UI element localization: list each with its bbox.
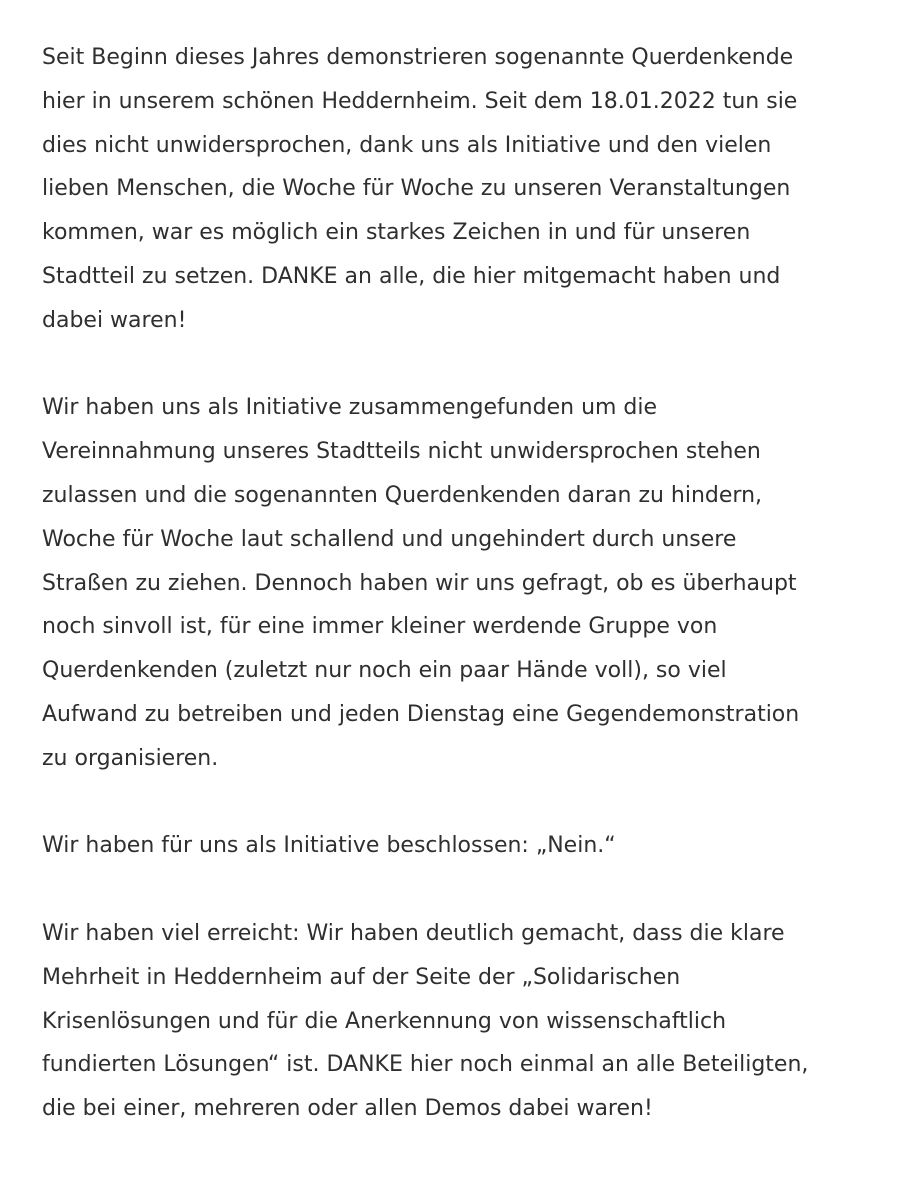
text-line: Seit Beginn dieses Jahres demonstrieren sogenannte Querdenkende [42,45,794,70]
text-line: dies nicht unwidersprochen, dank uns als Initiative und den vielen [42,132,772,158]
text-line: dabei waren! [42,307,187,333]
text-line: fundierten Lösungen“ ist. DANKE hier noch einmal an alle Beteiligten, [42,1052,809,1078]
paragraph-2 [42,386,872,780]
text-line: lieben Menschen, die Woche für Woche zu unseren Veranstaltungen [42,176,791,202]
text-line: zu organisieren. [42,745,219,771]
text-line: Wir haben viel erreicht: Wir haben deutlich gemacht, dass die klare [42,920,785,946]
text-line: Mehrheit in Heddernheim auf der Seite der „Solidarischen [42,964,681,990]
text-line: Querdenkenden (zuletzt nur noch ein paar Hände voll), so viel [42,658,727,684]
text-line: Stadtteil zu setzen. DANKE an alle, die hier mitgemacht haben und [42,263,781,289]
paragraph-3 [42,824,872,868]
text-line: Wir haben uns als Initiative zusammengefunden um die [42,395,658,421]
text-line: Aufwand zu betreiben und jeden Dienstag eine Gegendemonstration [42,701,800,727]
text-line: kommen, war es möglich ein starkes Zeichen in und für unseren [42,220,751,246]
text-line: Vereinnahmung unseres Stadtteils nicht unwidersprochen stehen [42,439,761,465]
text-line: Krisenlösungen und für die Anerkennung von wissenschaftlich [42,1008,727,1034]
text-line: zulassen und die sogenannten Querdenkenden daran zu hindern, [42,482,763,508]
paragraph-1 [42,36,872,343]
text-line: die bei einer, mehreren oder allen Demos dabei waren! [42,1096,653,1122]
article-body [42,36,872,1175]
paragraph-4 [42,912,872,1131]
text-line: Straßen zu ziehen. Dennoch haben wir uns gefragt, ob es überhaupt [42,570,797,596]
text-line: noch sinvoll ist, für eine immer kleiner werdende Gruppe von [42,614,718,640]
text-line: Woche für Woche laut schallend und ungehindert durch unsere [42,526,737,552]
text-line: hier in unserem schönen Heddernheim. Seit dem 18.01.2022 tun sie [42,88,798,114]
text-line: Wir haben für uns als Initiative beschlossen: „Nein.“ [42,833,616,859]
